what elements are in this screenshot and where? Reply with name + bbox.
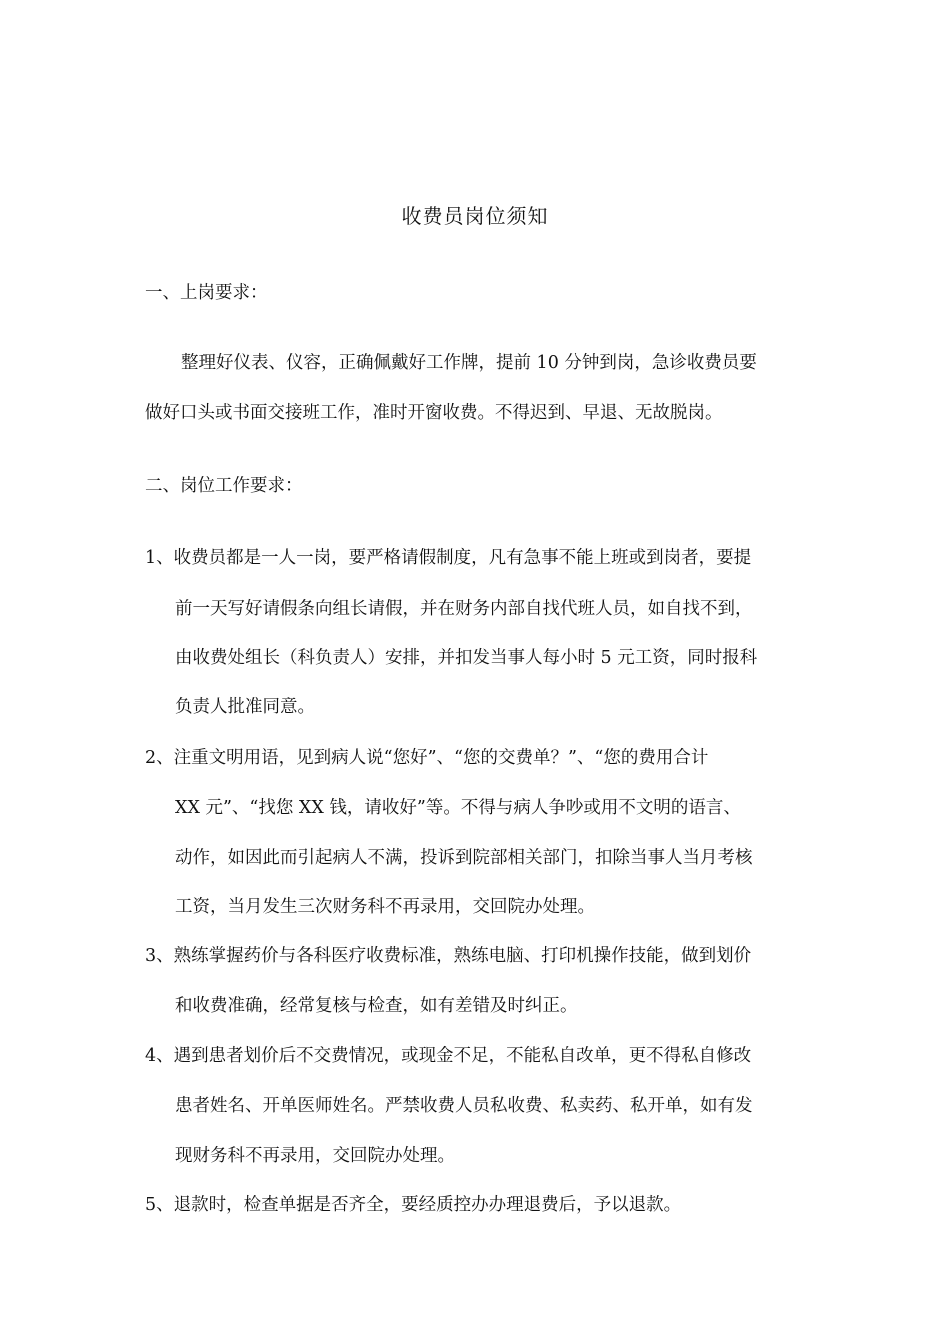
paragraph-line: 整理好仪表、仪容，正确佩戴好工作牌，提前 10 分钟到岗，急诊收费员要 bbox=[181, 353, 757, 373]
list-item-line: XX 元”、“找您 XX 钱，请收好”等。不得与病人争吵或用不文明的语言、 bbox=[175, 798, 741, 818]
list-item-line: 由收费处组长（科负责人）安排，并扣发当事人每小时 5 元工资，同时报科 bbox=[175, 648, 758, 668]
list-item-line: 负责人批准同意。 bbox=[175, 697, 315, 717]
list-item-line: 患者姓名、开单医师姓名。严禁收费人员私收费、私卖药、私开单，如有发 bbox=[175, 1096, 753, 1116]
list-item-line: 工资，当月发生三次财务科不再录用，交回院办处理。 bbox=[175, 897, 595, 917]
paragraph-line: 做好口头或书面交接班工作，准时开窗收费。不得迟到、早退、无故脱岗。 bbox=[145, 403, 723, 423]
section-heading-1: 一、上岗要求： bbox=[145, 283, 268, 303]
list-item-line: 5、退款时，检查单据是否齐全，要经质控办办理退费后，予以退款。 bbox=[145, 1195, 682, 1215]
list-item-line: 前一天写好请假条向组长请假，并在财务内部自找代班人员，如自找不到， bbox=[175, 599, 753, 619]
list-item-line: 4、遇到患者划价后不交费情况，或现金不足，不能私自改单，更不得私自修改 bbox=[145, 1046, 752, 1066]
section-heading-2: 二、岗位工作要求： bbox=[145, 476, 303, 496]
list-item-line: 3、熟练掌握药价与各科医疗收费标准，熟练电脑、打印机操作技能，做到划价 bbox=[145, 946, 752, 966]
list-item-line: 和收费准确，经常复核与检查，如有差错及时纠正。 bbox=[175, 996, 578, 1016]
list-item-line: 现财务科不再录用，交回院办处理。 bbox=[175, 1146, 455, 1166]
list-item-line: 动作，如因此而引起病人不满，投诉到院部相关部门，扣除当事人当月考核 bbox=[175, 848, 753, 868]
page-title: 收费员岗位须知 bbox=[401, 204, 549, 228]
list-item-line: 2、注重文明用语，见到病人说“您好”、“您的交费单？”、“您的费用合计 bbox=[145, 748, 709, 768]
list-item-line: 1、收费员都是一人一岗，要严格请假制度，凡有急事不能上班或到岗者，要提 bbox=[145, 548, 752, 568]
